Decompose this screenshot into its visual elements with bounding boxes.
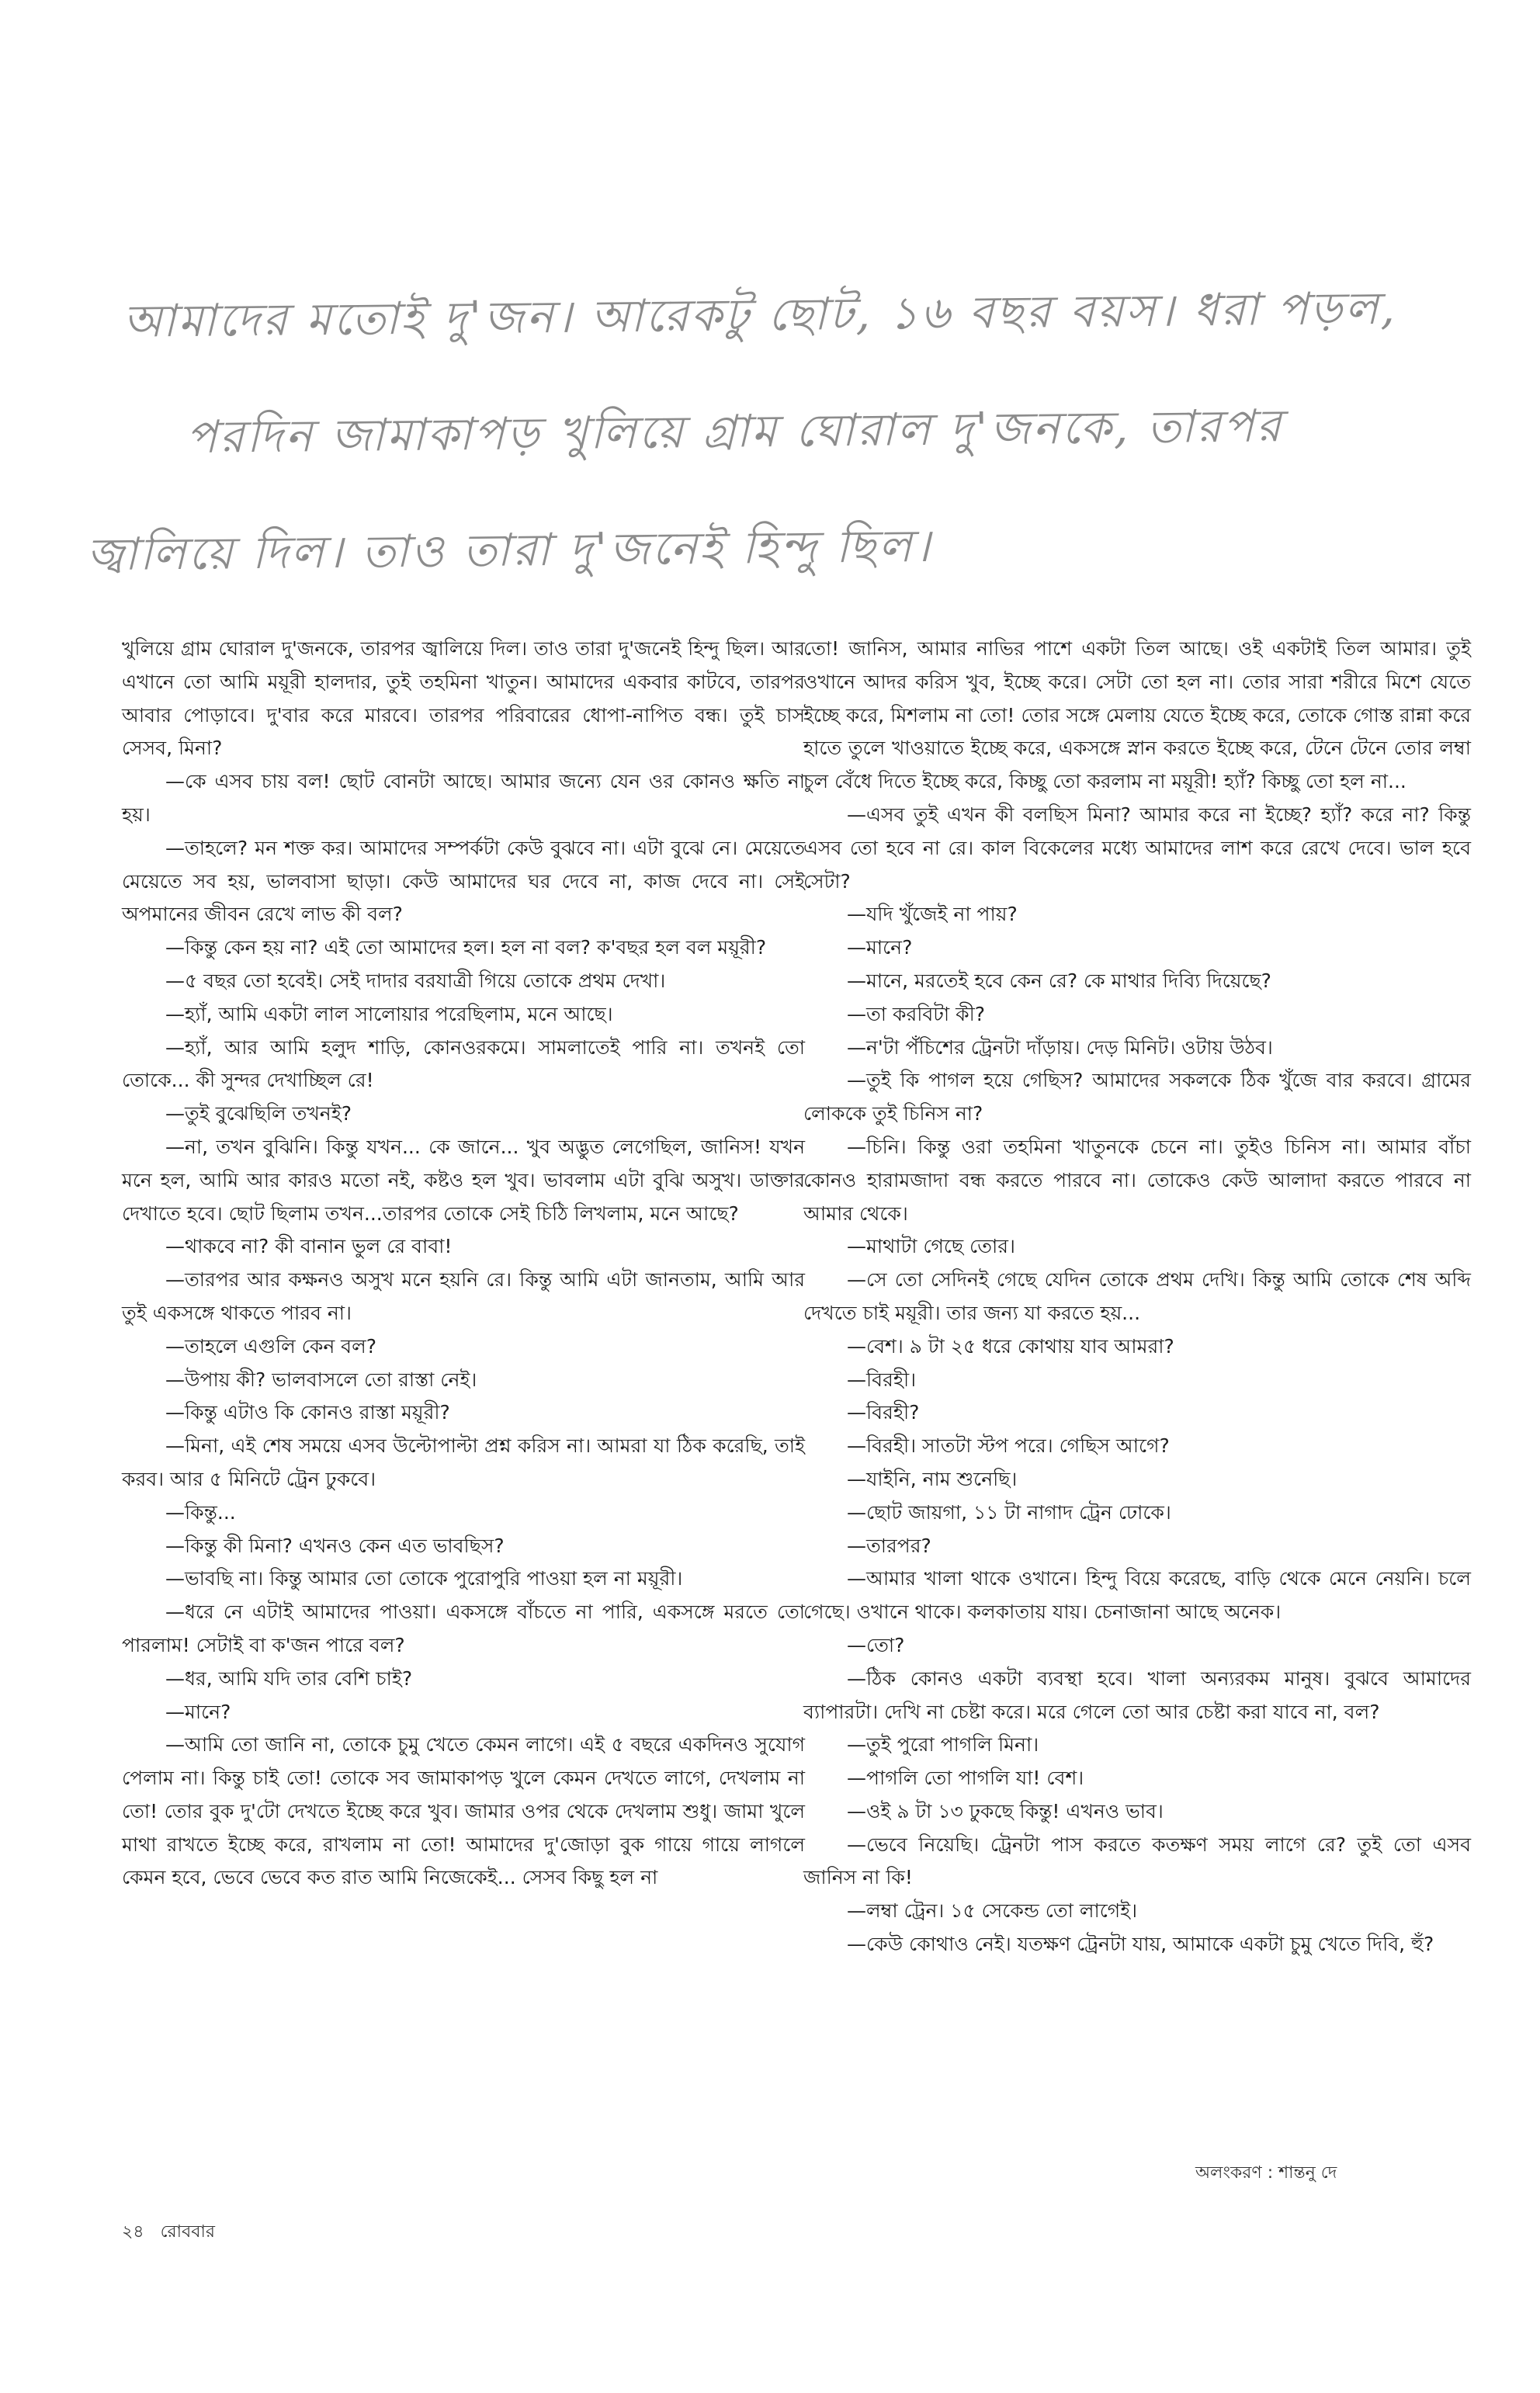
paragraph: —ন'টা পঁচিশের ট্রেনটা দাঁড়ায়। দেড় মিনিট। ওটায় উঠব। <box>847 1035 1273 1059</box>
paragraph: —কিন্তু কী মিনা? এখনও কেন এত ভাবছিস? <box>165 1534 505 1557</box>
paragraph: —চিনি। কিন্তু ওরা তহমিনা খাতুনকে চেনে না। তুইও চিনিস না। আমার বাঁচা কোনও হারামজাদা বন্ধ করতে পারবে না। তোকেও কেউ আলাদা করতে পারবে না আমার থেকে। <box>803 1135 1471 1225</box>
left-text-column <box>122 633 805 1895</box>
paragraph: —কেউ কোথাও নেই। যতক্ষণ ট্রেনটা যায়, আমাকে একটা চুমু খেতে দিবি, হুঁ? <box>847 1933 1434 1956</box>
paragraph: —ঠিক কোনও একটা ব্যবস্থা হবে। খালা অন্যরকম মানুষ। বুঝবে আমাদের ব্যাপারটা। দেখি না চেষ্টা করে। মরে গেলে তো আর চেষ্টা করা যাবে না, বল? <box>803 1666 1471 1723</box>
paragraph: —ধরে নে এটাই আমাদের পাওয়া। একসঙ্গে বাঁচতে না পারি, একসঙ্গে মরতে তো পারলাম! সেটাই বা ক'জন পারে বল? <box>122 1601 805 1656</box>
paragraph: —মানে, মরতেই হবে কেন রে? কে মাথার দিব্যি দিয়েছে? <box>847 969 1271 992</box>
paragraph: —মাথাটা গেছে তোর। <box>847 1235 1015 1258</box>
paragraph: —যাইনি, নাম শুনেছি। <box>847 1467 1018 1490</box>
illustration-credit: অলংকরণ : শান্তনু দে <box>1195 2163 1337 2183</box>
paragraph: —বিরহী। <box>847 1368 917 1391</box>
paragraph: —থাকবে না? কী বানান ভুল রে বাবা! <box>165 1235 453 1258</box>
paragraph: —কিন্তু এটাও কি কোনও রাস্তা ময়ূরী? <box>165 1401 450 1424</box>
paragraph: —বিরহী। সাতটা স্টপ পরে। গেছিস আগে? <box>847 1434 1170 1458</box>
paragraph: —ভাবছি না। কিন্তু আমার তো তোকে পুরোপুরি পাওয়া হল না ময়ূরী। <box>165 1567 683 1590</box>
paragraph: —আমি তো জানি না, তোকে চুমু খেতে কেমন লাগে। এই ৫ বছরে একদিনও সুযোগ পেলাম না। কিন্তু চাই তো! তোকে সব জামাকাপড় খুলে কেমন দেখতে লাগে, দেখলাম না তো! তোর বুক দু'টো দেখতে ইচ্ছে করে খুব। জামার ওপর থেকে দেখলাম শুধু। জামা খুলে মাথা রাখতে ইচ্ছে করে, রাখলাম না তো! আমাদের দু'জোড়া বুক গায়ে গায়ে লাগলে কেমন হবে, ভেবে ভেবে কত রাত আমি নিজেকেই... সেসব কিছু হল না <box>122 1733 805 1889</box>
paragraph: —তুই পুরো পাগলি মিনা। <box>847 1733 1039 1757</box>
headline-line-1: আমাদের মতোই দু'জন। আরেকটু ছোট, ১৬ বছর বয়স। ধরা পড়ল, <box>123 281 1398 348</box>
paragraph: —পাগলি তো পাগলি যা! বেশ। <box>847 1767 1084 1790</box>
paragraph: —কিন্তু... <box>165 1500 236 1524</box>
paragraph: —মানে? <box>165 1700 231 1723</box>
paragraph: —তুই বুঝেছিলি তখনই? <box>165 1102 352 1125</box>
right-text-column <box>803 633 1471 1961</box>
headline-line-3: জ্বালিয়ে দিল। তাও তারা দু'জনেই হিন্দু ছিল। <box>86 518 933 581</box>
page-number: ২৪ <box>122 2222 144 2242</box>
paragraph: —তাহলে? মন শক্ত কর। আমাদের সম্পর্কটা কেউ বুঝবে না। এটা বুঝে নে। মেয়েতে মেয়েতে সব হয়, ভালবাসা ছাড়া। কেউ আমাদের ঘর দেবে না, কাজ দেবে না। সেই অপমানের জীবন রেখে লাভ কী বল? <box>122 836 805 926</box>
paragraph: —এসব তুই এখন কী বলছিস মিনা? আমার করে না ইচ্ছে? হ্যাঁ? করে না? কিন্তু এসব তো হবে না রে। কাল বিকেলের মধ্যে আমাদের লাশ করে রেখে দেবে। ভাল হবে সেটা? <box>803 803 1471 893</box>
paragraph: —মিনা, এই শেষ সময়ে এসব উল্টোপাল্টা প্রশ্ন করিস না। আমরা যা ঠিক করেছি, তাই করব। আর ৫ মিনিটে ট্রেন ঢুকবে। <box>122 1434 805 1490</box>
paragraph: —ধর, আমি যদি তার বেশি চাই? <box>165 1666 413 1690</box>
headline-line-2: পরদিন জামাকাপড় খুলিয়ে গ্রাম ঘোরাল দু'জনকে, তারপর <box>186 399 1284 463</box>
paragraph: —সে তো সেদিনই গেছে যেদিন তোকে প্রথম দেখি। কিন্তু আমি তোকে শেষ অব্দি দেখতে চাই ময়ূরী। তার জন্য যা করতে হয়... <box>803 1268 1471 1324</box>
paragraph: —তো? <box>847 1633 905 1656</box>
paragraph: —তুই কি পাগল হয়ে গেছিস? আমাদের সকলকে ঠিক খুঁজে বার করবে। গ্রামের লোককে তুই চিনিস না? <box>803 1069 1471 1125</box>
paragraph: —না, তখন বুঝিনি। কিন্তু যখন... কে জানে... খুব অদ্ভুত লেগেছিল, জানিস! যখন মনে হল, আমি আর কারও মতো নই, কষ্টও হল খুব। ভাবলাম এটা বুঝি অসুখ। ডাক্তার দেখাতে হবে। ছোট ছিলাম তখন...তারপর তোকে সেই চিঠি লিখলাম, মনে আছে? <box>122 1135 805 1225</box>
paragraph: —যদি খুঁজেই না পায়? <box>847 903 1018 926</box>
paragraph: তো! জানিস, আমার নাভির পাশে একটা তিল আছে। ওই একটাই তিল আমার। তুই ওখানে আদর করিস খুব, ইচ্ছে করে। সেটা তো হল না। তোর সারা শরীরে মিশে যেতে ইচ্ছে করে, মিশলাম না তো! তোর সঙ্গে মেলায় যেতে ইচ্ছে করে, তোকে গোস্ত রান্না করে হাতে তুলে খাওয়াতে ইচ্ছে করে, একসঙ্গে স্নান করতে ইচ্ছে করে, টেনে টেনে তোর লম্বা চুল বেঁধে দিতে ইচ্ছে করে, কিচ্ছু তো করলাম না ময়ূরী! হ্যাঁ? কিচ্ছু তো হল না... <box>803 637 1471 793</box>
paragraph: —তা করবিটা কী? <box>847 1002 985 1025</box>
paragraph: —তারপর? <box>847 1534 931 1557</box>
paragraph: —বেশ। ৯ টা ২৫ ধরে কোথায় যাব আমরা? <box>847 1334 1174 1358</box>
paragraph: —ভেবে নিয়েছি। ট্রেনটা পাস করতে কতক্ষণ সময় লাগে রে? তুই তো এসব জানিস না কি! <box>803 1833 1471 1889</box>
paragraph: —৫ বছর তো হবেই। সেই দাদার বরযাত্রী গিয়ে তোকে প্রথম দেখা। <box>165 969 666 992</box>
paragraph: —তারপর আর কক্ষনও অসুখ মনে হয়নি রে। কিন্তু আমি এটা জানতাম, আমি আর তুই একসঙ্গে থাকতে পারব না। <box>122 1268 805 1324</box>
paragraph: —ওই ৯ টা ১৩ ঢুকছে কিন্তু! এখনও ভাব। <box>847 1799 1164 1822</box>
paragraph: —আমার খালা থাকে ওখানে। হিন্দু বিয়ে করেছে, বাড়ি থেকে মেনে নেয়নি। চলে গেছে। ওখানে থাকে। কলকাতায় যায়। চেনাজানা আছে অনেক। <box>803 1567 1471 1624</box>
paragraph: —বিরহী? <box>847 1401 920 1424</box>
paragraph: —মানে? <box>847 936 913 959</box>
paragraph: —হ্যাঁ, আমি একটা লাল সালোয়ার পরেছিলাম, মনে আছে। <box>165 1002 613 1025</box>
paragraph: —উপায় কী? ভালবাসলে তো রাস্তা নেই। <box>165 1368 477 1391</box>
paragraph: —কে এসব চায় বল! ছোট বোনটা আছে। আমার জন্যে যেন ওর কোনও ক্ষতি না হয়। <box>122 770 805 826</box>
paragraph: —তাহলে এগুলি কেন বল? <box>165 1334 376 1358</box>
paragraph: খুলিয়ে গ্রাম ঘোরাল দু'জনকে, তারপর জ্বালিয়ে দিল। তাও তারা দু'জনেই হিন্দু ছিল। আর এখানে তো আমি ময়ূরী হালদার, তুই তহমিনা খাতুন। আমাদের একবার কাটবে, তারপর আবার পোড়াবে। দু'বার করে মারবে। তারপর পরিবারের ধোপা-নাপিত বন্ধ। তুই চাস সেসব, মিনা? <box>122 637 805 760</box>
paragraph: —ছোট জায়গা, ১১ টা নাগাদ ট্রেন ঢোকে। <box>847 1500 1171 1524</box>
magazine-name: রোববার <box>160 2222 215 2242</box>
handwritten-headline <box>84 249 1469 613</box>
paragraph: —হ্যাঁ, আর আমি হলুদ শাড়ি, কোনওরকমে। সামলাতেই পারি না। তখনই তো তোকে... কী সুন্দর দেখাচ্ছিল রে! <box>122 1035 805 1092</box>
page-footer <box>122 2218 215 2247</box>
paragraph: —লম্বা ট্রেন। ১৫ সেকেন্ড তো লাগেই। <box>847 1899 1138 1923</box>
paragraph: —কিন্তু কেন হয় না? এই তো আমাদের হল। হল না বল? ক'বছর হল বল ময়ূরী? <box>165 936 767 959</box>
